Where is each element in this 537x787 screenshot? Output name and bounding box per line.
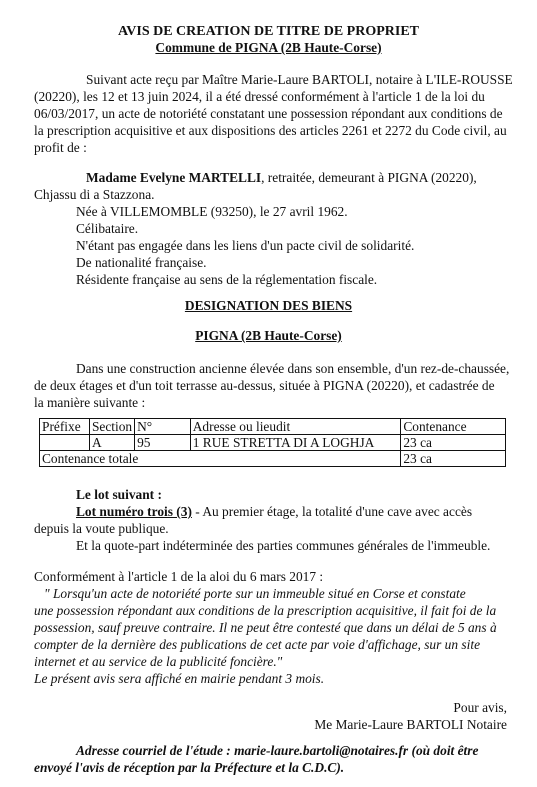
table-header-cell: Préfixe <box>40 419 90 435</box>
law-display-notice: Le présent avis sera affiché en mairie pendant 3 mois. <box>34 671 325 686</box>
beneficiary-status: Célibataire. <box>76 221 139 236</box>
beneficiary-birth: Née à VILLEMOMBLE (93250), le 27 avril 1962. <box>76 204 348 219</box>
beneficiary-nationality: De nationalité française. <box>76 255 207 270</box>
lot-intro-line <box>76 487 162 504</box>
table-total-value: 23 ca <box>401 451 506 467</box>
law-quote-line: compter de la dernière des publications de cet acte par voie d'affichage, sur un site <box>34 637 481 652</box>
beneficiary-residence: Résidente française au sens de la réglementation fiscale. <box>76 272 378 287</box>
table-row <box>40 435 506 451</box>
notice-subtitle-wrap <box>0 40 537 57</box>
table-cell <box>40 435 90 451</box>
intro-line-5: profit de : <box>34 140 87 155</box>
law-intro: Conformément à l'article 1 de la aloi du 6 mars 2017 : <box>34 569 324 584</box>
lot-label: Lot numéro trois (3) <box>76 504 192 519</box>
intro-line-4: la prescription acquisitive et aux dispositions des articles 2261 et 2272 du Code civil, au <box>34 123 507 138</box>
table-cell: 95 <box>135 435 191 451</box>
designation-subheading-wrap <box>0 328 537 345</box>
notice-subtitle: Commune de PIGNA (2B Haute-Corse) <box>155 40 382 55</box>
designation-heading: DESIGNATION DES BIENS <box>184 298 353 313</box>
lot-line-1 <box>76 504 472 521</box>
beneficiary-line-1 <box>86 170 477 187</box>
intro-line-3: 06/03/2017, un acte de notoriété constatant une possession répondant aux conditions de <box>34 106 503 121</box>
law-quote-line: internet et au service de la publicité foncière." <box>34 654 283 669</box>
designation-heading-wrap <box>0 298 537 315</box>
signature-line-1: Pour avis, <box>453 700 507 715</box>
table-header-cell: N° <box>135 419 191 435</box>
table-header-cell: Section <box>89 419 134 435</box>
table-header-cell: Adresse ou lieudit <box>190 419 401 435</box>
table-header-cell: Contenance <box>401 419 506 435</box>
designation-subheading: PIGNA (2B Haute-Corse) <box>195 328 342 343</box>
table-total-row <box>40 451 506 467</box>
intro-line-1: Suivant acte reçu par Maître Marie-Laure BARTOLI, notaire à L'ILE-ROUSSE <box>86 72 513 87</box>
lot-line-2: depuis la voute publique. <box>34 521 169 536</box>
lot-line-3: Et la quote-part indéterminée des parties communes générales de l'immeuble. <box>76 538 491 553</box>
lot-intro: Le lot suivant <box>76 487 155 502</box>
designation-line-3: la manière suivante : <box>34 395 146 410</box>
law-quote-line: possession, sauf preuve contraire. Il ne peut être contesté que dans un délai de 5 ans à <box>34 620 497 635</box>
beneficiary-name: Madame Evelyne MARTELLI <box>86 170 262 185</box>
law-quote-line: une possession répondant aux conditions de la prescription acquisitive, il fait foi de la <box>34 603 497 618</box>
footer-email-line-2: envoyé l'avis de réception par la Préfecture et la C.D.C). <box>34 760 345 775</box>
designation-line-2: de deux étages et d'un toit terrasse au-dessus, située à PIGNA (20220), et cadastrée de <box>34 378 495 393</box>
cadastral-table <box>39 418 506 467</box>
table-header-row <box>40 419 506 435</box>
beneficiary-pacs: N'étant pas engagée dans les liens d'un pacte civil de solidarité. <box>76 238 415 253</box>
table-total-label: Contenance totale <box>40 451 401 467</box>
lot-intro-colon: : <box>154 487 162 502</box>
law-quote-line: " Lorsqu'un acte de notoriété porte sur un immeuble situé en Corse et constate <box>44 586 466 601</box>
table-cell: 23 ca <box>401 435 506 451</box>
notice-title: AVIS DE CREATION DE TITRE DE PROPRIET <box>117 24 420 39</box>
designation-line-1: Dans une construction ancienne élevée dans son ensemble, d'un rez-de-chaussée, <box>76 361 510 376</box>
signature-notary: Me Marie-Laure BARTOLI Notaire <box>314 717 507 732</box>
beneficiary-line-1-rest: , retraitée, demeurant à PIGNA (20220), <box>261 170 477 185</box>
beneficiary-line-2: Chjassu di a Stazzona. <box>34 187 155 202</box>
table-cell: A <box>89 435 134 451</box>
intro-line-2: (20220), les 12 et 13 juin 2024, il a été dressé conformément à l'article 1 de la loi du <box>34 89 485 104</box>
footer-email-line-1: Adresse courriel de l'étude : marie-laure.bartoli@notaires.fr (où doit être <box>76 743 479 758</box>
table-cell: 1 RUE STRETTA DI A LOGHJA <box>190 435 401 451</box>
lot-line-1-rest: - Au premier étage, la totalité d'une cave avec accès <box>191 504 473 519</box>
